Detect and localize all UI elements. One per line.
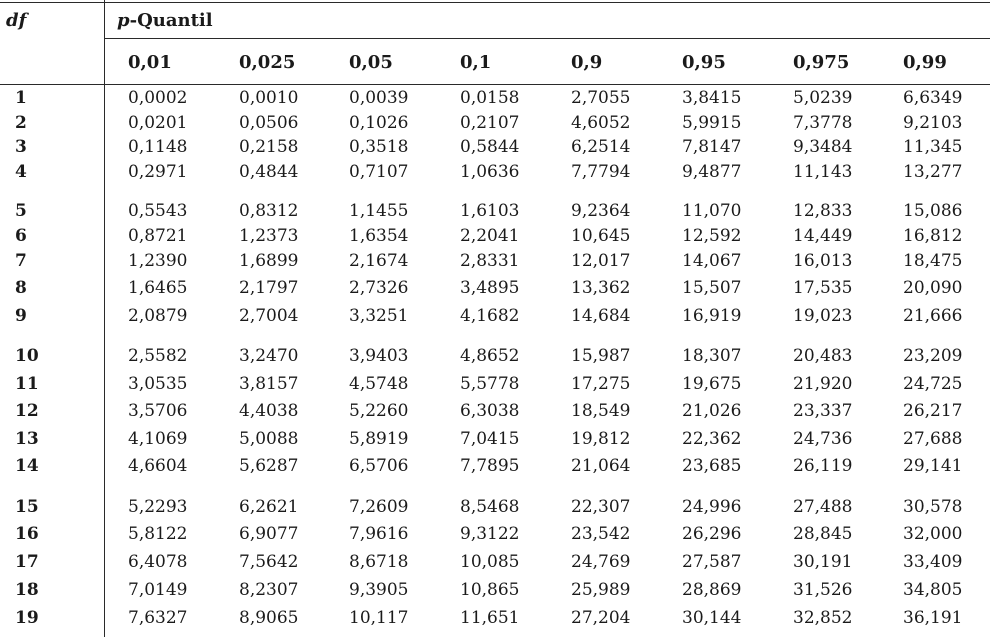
subheader-rule bbox=[104, 38, 990, 39]
table-row bbox=[0, 113, 990, 137]
value-cell: 9,2364 bbox=[571, 201, 631, 221]
df-cell: 10 bbox=[15, 346, 39, 366]
value-cell: 2,7055 bbox=[571, 88, 631, 108]
value-cell: 14,684 bbox=[571, 306, 631, 326]
value-cell: 9,3484 bbox=[793, 137, 853, 157]
value-cell: 5,0239 bbox=[793, 88, 853, 108]
value-cell: 12,592 bbox=[682, 226, 742, 246]
df-header: df bbox=[6, 10, 27, 31]
value-cell: 20,090 bbox=[903, 278, 963, 298]
value-cell: 22,362 bbox=[682, 429, 742, 449]
value-cell: 28,869 bbox=[682, 580, 742, 600]
value-cell: 2,0879 bbox=[128, 306, 188, 326]
value-cell: 5,9915 bbox=[682, 113, 742, 133]
value-cell: 0,2971 bbox=[128, 162, 188, 182]
value-cell: 4,1069 bbox=[128, 429, 188, 449]
value-cell: 5,8122 bbox=[128, 524, 188, 544]
table-row bbox=[0, 497, 990, 521]
value-cell: 18,549 bbox=[571, 401, 631, 421]
value-cell: 26,217 bbox=[903, 401, 963, 421]
value-cell: 26,296 bbox=[682, 524, 742, 544]
value-cell: 21,666 bbox=[903, 306, 963, 326]
value-cell: 23,209 bbox=[903, 346, 963, 366]
value-cell: 3,9403 bbox=[349, 346, 409, 366]
value-cell: 17,275 bbox=[571, 374, 631, 394]
value-cell: 2,8331 bbox=[460, 251, 520, 271]
value-cell: 20,483 bbox=[793, 346, 853, 366]
value-cell: 24,725 bbox=[903, 374, 963, 394]
value-cell: 2,1674 bbox=[349, 251, 409, 271]
value-cell: 10,645 bbox=[571, 226, 631, 246]
table-row bbox=[0, 401, 990, 425]
value-cell: 6,5706 bbox=[349, 456, 409, 476]
value-cell: 0,3518 bbox=[349, 137, 409, 157]
value-cell: 22,307 bbox=[571, 497, 631, 517]
value-cell: 29,141 bbox=[903, 456, 963, 476]
p-symbol: p bbox=[117, 10, 130, 31]
value-cell: 3,0535 bbox=[128, 374, 188, 394]
table-row bbox=[0, 306, 990, 330]
value-cell: 0,0002 bbox=[128, 88, 188, 108]
value-cell: 0,2158 bbox=[239, 137, 299, 157]
value-cell: 11,143 bbox=[793, 162, 853, 182]
value-cell: 6,3038 bbox=[460, 401, 520, 421]
value-cell: 15,086 bbox=[903, 201, 963, 221]
table-row bbox=[0, 608, 990, 632]
table-row bbox=[0, 429, 990, 453]
value-cell: 7,2609 bbox=[349, 497, 409, 517]
table-row bbox=[0, 278, 990, 302]
header-bottom-rule bbox=[0, 84, 990, 85]
column-header: 0,05 bbox=[349, 52, 393, 73]
value-cell: 23,685 bbox=[682, 456, 742, 476]
value-cell: 8,5468 bbox=[460, 497, 520, 517]
value-cell: 6,2621 bbox=[239, 497, 299, 517]
value-cell: 16,812 bbox=[903, 226, 963, 246]
value-cell: 0,5543 bbox=[128, 201, 188, 221]
value-cell: 15,507 bbox=[682, 278, 742, 298]
column-header: 0,01 bbox=[128, 52, 172, 73]
value-cell: 2,7004 bbox=[239, 306, 299, 326]
value-cell: 9,3905 bbox=[349, 580, 409, 600]
value-cell: 4,6052 bbox=[571, 113, 631, 133]
value-cell: 1,0636 bbox=[460, 162, 520, 182]
value-cell: 10,865 bbox=[460, 580, 520, 600]
value-cell: 0,8312 bbox=[239, 201, 299, 221]
value-cell: 0,7107 bbox=[349, 162, 409, 182]
value-cell: 0,8721 bbox=[128, 226, 188, 246]
table-row bbox=[0, 456, 990, 480]
df-cell: 18 bbox=[15, 580, 39, 600]
value-cell: 36,191 bbox=[903, 608, 963, 628]
value-cell: 7,8147 bbox=[682, 137, 742, 157]
value-cell: 33,409 bbox=[903, 552, 963, 572]
value-cell: 4,8652 bbox=[460, 346, 520, 366]
value-cell: 10,085 bbox=[460, 552, 520, 572]
value-cell: 9,3122 bbox=[460, 524, 520, 544]
value-cell: 32,852 bbox=[793, 608, 853, 628]
value-cell: 8,6718 bbox=[349, 552, 409, 572]
value-cell: 1,1455 bbox=[349, 201, 409, 221]
df-cell: 5 bbox=[15, 201, 27, 221]
value-cell: 5,2260 bbox=[349, 401, 409, 421]
table-row bbox=[0, 201, 990, 225]
value-cell: 3,3251 bbox=[349, 306, 409, 326]
value-cell: 30,191 bbox=[793, 552, 853, 572]
column-header: 0,025 bbox=[239, 52, 296, 73]
table-row bbox=[0, 88, 990, 112]
df-cell: 11 bbox=[15, 374, 39, 394]
table-row bbox=[0, 162, 990, 186]
value-cell: 0,0506 bbox=[239, 113, 299, 133]
value-cell: 27,688 bbox=[903, 429, 963, 449]
value-cell: 27,204 bbox=[571, 608, 631, 628]
value-cell: 1,6899 bbox=[239, 251, 299, 271]
value-cell: 2,1797 bbox=[239, 278, 299, 298]
value-cell: 4,1682 bbox=[460, 306, 520, 326]
value-cell: 4,5748 bbox=[349, 374, 409, 394]
value-cell: 8,2307 bbox=[239, 580, 299, 600]
value-cell: 1,2390 bbox=[128, 251, 188, 271]
df-cell: 17 bbox=[15, 552, 39, 572]
value-cell: 2,2041 bbox=[460, 226, 520, 246]
value-cell: 10,117 bbox=[349, 608, 409, 628]
df-cell: 13 bbox=[15, 429, 39, 449]
value-cell: 27,488 bbox=[793, 497, 853, 517]
value-cell: 32,000 bbox=[903, 524, 963, 544]
value-cell: 11,070 bbox=[682, 201, 742, 221]
value-cell: 24,769 bbox=[571, 552, 631, 572]
top-rule bbox=[0, 2, 990, 3]
table-row bbox=[0, 137, 990, 161]
column-header: 0,99 bbox=[903, 52, 947, 73]
value-cell: 3,8157 bbox=[239, 374, 299, 394]
value-cell: 7,0149 bbox=[128, 580, 188, 600]
value-cell: 0,4844 bbox=[239, 162, 299, 182]
value-cell: 7,9616 bbox=[349, 524, 409, 544]
value-cell: 23,337 bbox=[793, 401, 853, 421]
column-header: 0,95 bbox=[682, 52, 726, 73]
df-cell: 9 bbox=[15, 306, 27, 326]
value-cell: 5,5778 bbox=[460, 374, 520, 394]
value-cell: 0,0010 bbox=[239, 88, 299, 108]
value-cell: 4,6604 bbox=[128, 456, 188, 476]
value-cell: 7,3778 bbox=[793, 113, 853, 133]
value-cell: 12,833 bbox=[793, 201, 853, 221]
value-cell: 19,812 bbox=[571, 429, 631, 449]
value-cell: 6,6349 bbox=[903, 88, 963, 108]
table-row bbox=[0, 346, 990, 370]
value-cell: 0,0039 bbox=[349, 88, 409, 108]
table-row bbox=[0, 251, 990, 275]
value-cell: 34,805 bbox=[903, 580, 963, 600]
table-row bbox=[0, 226, 990, 250]
df-cell: 12 bbox=[15, 401, 39, 421]
value-cell: 26,119 bbox=[793, 456, 853, 476]
df-cell: 3 bbox=[15, 137, 27, 157]
value-cell: 30,578 bbox=[903, 497, 963, 517]
value-cell: 11,345 bbox=[903, 137, 963, 157]
value-cell: 16,013 bbox=[793, 251, 853, 271]
value-cell: 7,0415 bbox=[460, 429, 520, 449]
value-cell: 24,996 bbox=[682, 497, 742, 517]
value-cell: 5,2293 bbox=[128, 497, 188, 517]
df-cell: 7 bbox=[15, 251, 27, 271]
value-cell: 9,4877 bbox=[682, 162, 742, 182]
value-cell: 3,5706 bbox=[128, 401, 188, 421]
value-cell: 17,535 bbox=[793, 278, 853, 298]
value-cell: 8,9065 bbox=[239, 608, 299, 628]
value-cell: 6,2514 bbox=[571, 137, 631, 157]
table-row bbox=[0, 524, 990, 548]
value-cell: 30,144 bbox=[682, 608, 742, 628]
value-cell: 0,2107 bbox=[460, 113, 520, 133]
value-cell: 12,017 bbox=[571, 251, 631, 271]
value-cell: 6,9077 bbox=[239, 524, 299, 544]
value-cell: 19,023 bbox=[793, 306, 853, 326]
value-cell: 7,7794 bbox=[571, 162, 631, 182]
value-cell: 18,475 bbox=[903, 251, 963, 271]
value-cell: 0,5844 bbox=[460, 137, 520, 157]
value-cell: 14,449 bbox=[793, 226, 853, 246]
df-cell: 16 bbox=[15, 524, 39, 544]
value-cell: 15,987 bbox=[571, 346, 631, 366]
value-cell: 7,7895 bbox=[460, 456, 520, 476]
column-header: 0,975 bbox=[793, 52, 850, 73]
value-cell: 24,736 bbox=[793, 429, 853, 449]
value-cell: 13,277 bbox=[903, 162, 963, 182]
value-cell: 9,2103 bbox=[903, 113, 963, 133]
value-cell: 1,6465 bbox=[128, 278, 188, 298]
p-quantil-header bbox=[117, 10, 213, 31]
value-cell: 2,5582 bbox=[128, 346, 188, 366]
table-row bbox=[0, 374, 990, 398]
value-cell: 1,2373 bbox=[239, 226, 299, 246]
column-header: 0,1 bbox=[460, 52, 492, 73]
df-cell: 6 bbox=[15, 226, 27, 246]
df-cell: 2 bbox=[15, 113, 27, 133]
value-cell: 21,064 bbox=[571, 456, 631, 476]
value-cell: 1,6354 bbox=[349, 226, 409, 246]
column-header: 0,9 bbox=[571, 52, 603, 73]
value-cell: 21,920 bbox=[793, 374, 853, 394]
value-cell: 3,8415 bbox=[682, 88, 742, 108]
value-cell: 0,0201 bbox=[128, 113, 188, 133]
value-cell: 25,989 bbox=[571, 580, 631, 600]
value-cell: 28,845 bbox=[793, 524, 853, 544]
value-cell: 3,2470 bbox=[239, 346, 299, 366]
value-cell: 4,4038 bbox=[239, 401, 299, 421]
value-cell: 6,4078 bbox=[128, 552, 188, 572]
df-cell: 19 bbox=[15, 608, 39, 628]
value-cell: 2,7326 bbox=[349, 278, 409, 298]
table-row bbox=[0, 552, 990, 576]
df-cell: 15 bbox=[15, 497, 39, 517]
df-cell: 8 bbox=[15, 278, 27, 298]
value-cell: 0,0158 bbox=[460, 88, 520, 108]
value-cell: 0,1026 bbox=[349, 113, 409, 133]
value-cell: 31,526 bbox=[793, 580, 853, 600]
value-cell: 14,067 bbox=[682, 251, 742, 271]
df-cell: 14 bbox=[15, 456, 39, 476]
value-cell: 19,675 bbox=[682, 374, 742, 394]
value-cell: 21,026 bbox=[682, 401, 742, 421]
value-cell: 5,6287 bbox=[239, 456, 299, 476]
value-cell: 27,587 bbox=[682, 552, 742, 572]
df-cell: 4 bbox=[15, 162, 27, 182]
table-row bbox=[0, 580, 990, 604]
value-cell: 11,651 bbox=[460, 608, 520, 628]
df-cell: 1 bbox=[15, 88, 27, 108]
value-cell: 0,1148 bbox=[128, 137, 188, 157]
value-cell: 5,0088 bbox=[239, 429, 299, 449]
value-cell: 16,919 bbox=[682, 306, 742, 326]
quantil-label: -Quantil bbox=[129, 10, 213, 31]
value-cell: 7,5642 bbox=[239, 552, 299, 572]
value-cell: 13,362 bbox=[571, 278, 631, 298]
value-cell: 1,6103 bbox=[460, 201, 520, 221]
value-cell: 18,307 bbox=[682, 346, 742, 366]
value-cell: 23,542 bbox=[571, 524, 631, 544]
value-cell: 7,6327 bbox=[128, 608, 188, 628]
value-cell: 3,4895 bbox=[460, 278, 520, 298]
value-cell: 5,8919 bbox=[349, 429, 409, 449]
